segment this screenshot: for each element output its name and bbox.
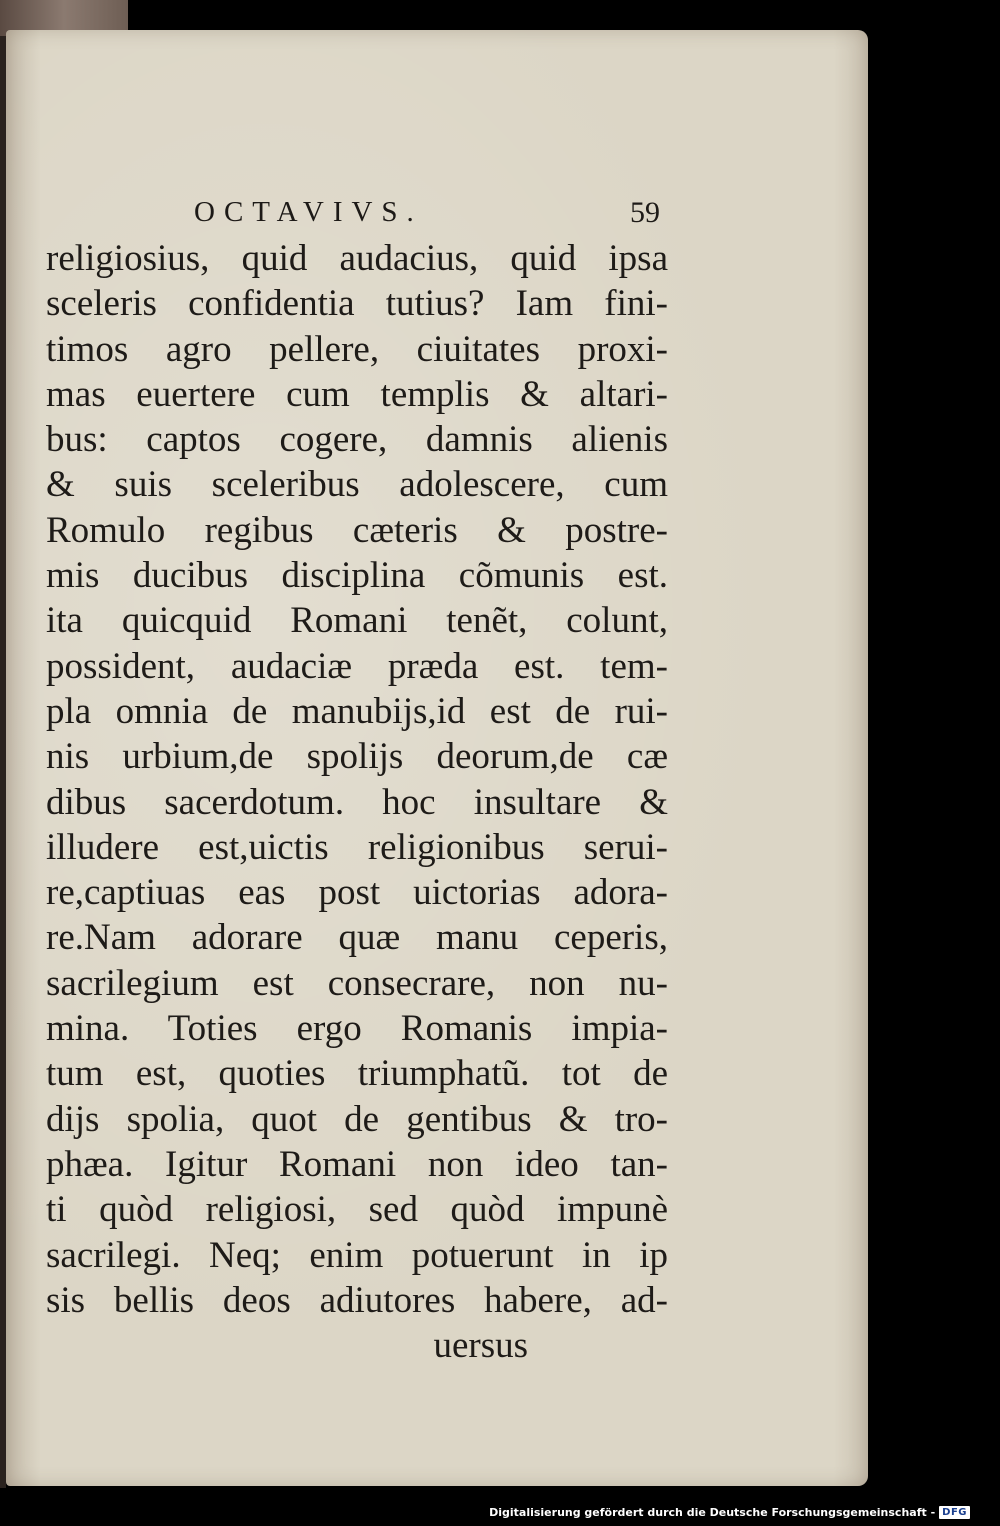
- page-number: 59: [630, 196, 660, 229]
- text-block: [46, 236, 668, 1323]
- text-line: pla omnia de manubijs,id est de rui-: [46, 690, 668, 732]
- text-line: sis bellis deos adiutores habere, ad-: [46, 1279, 668, 1321]
- text-line: ti quòd religiosi, sed quòd impunè: [46, 1189, 668, 1231]
- text-line: tum est, quoties triumphatũ. tot de: [46, 1053, 668, 1095]
- catchword: uersus: [433, 1325, 528, 1366]
- running-title: OCTAVIVS.: [194, 196, 423, 228]
- digitization-credit: [489, 1502, 970, 1522]
- text-line: Romulo regibus cæteris & postre-: [46, 509, 668, 551]
- book-page: [6, 30, 868, 1486]
- text-line: & suis sceleribus adolescere, cum: [46, 464, 668, 506]
- text-line: mas euertere cum templis & altari-: [46, 373, 668, 415]
- text-line: mis ducibus disciplina cõmunis est.: [46, 555, 668, 597]
- text-line: bus: captos cogere, damnis alienis: [46, 419, 668, 461]
- text-line: religiosius, quid audacius, quid ipsa: [46, 238, 668, 279]
- text-line: dijs spolia, quot de gentibus & tro-: [46, 1098, 668, 1140]
- text-line: dibus sacerdotum. hoc insultare &: [46, 781, 668, 823]
- text-line: sceleris confidentia tutius? Iam fini-: [46, 283, 668, 325]
- text-line: possident, audaciæ præda est. tem-: [46, 645, 668, 687]
- text-line: ita quicquid Romani tenẽt, colunt,: [46, 600, 668, 642]
- text-line: re,captiuas eas post uictorias adora-: [46, 872, 668, 914]
- text-line: phæa. Igitur Romani non ideo tan-: [46, 1143, 668, 1185]
- text-line: sacrilegium est consecrare, non nu-: [46, 962, 668, 1004]
- text-line: timos agro pellere, ciuitates proxi-: [46, 328, 668, 370]
- running-head: [186, 192, 666, 236]
- text-line: mina. Toties ergo Romanis impia-: [46, 1008, 668, 1050]
- dfg-logo: DFG: [939, 1506, 970, 1519]
- text-line: illudere est,uictis religionibus serui-: [46, 826, 668, 868]
- text-line: re.Nam adorare quæ manu ceperis,: [46, 917, 668, 959]
- text-line: sacrilegi. Neq; enim potuerunt in ip: [46, 1234, 668, 1276]
- credit-text: Digitalisierung gefördert durch die Deutsche Forschungsgemeinschaft -: [489, 1505, 936, 1519]
- text-line: nis urbium,de spolijs deorum,de cæ: [46, 736, 668, 778]
